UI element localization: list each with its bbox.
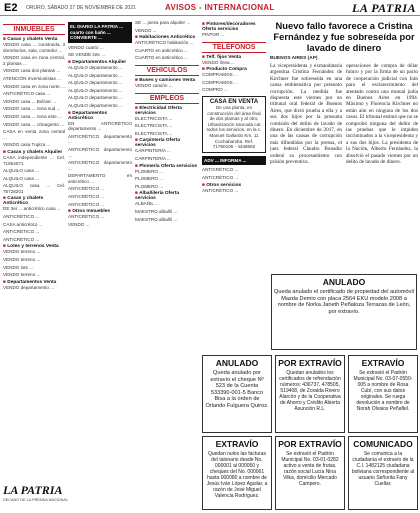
classified-ad: ANTICRÉTICO ... — [3, 214, 40, 220]
classified-ad: ALQUILO departamento ... — [68, 102, 123, 108]
house-sale-text: De una planta, en construcción del área final de dos plantas y al otro, Urbanización sancada cat todos los servicios, en la c. Manuel Gallardo Km. 11 Cochabamba. Ref. 71760106 - 4438682 — [206, 104, 262, 150]
newspaper-logo: LA PATRIA — [352, 1, 416, 15]
classified-ad: VENDO terreno ... — [3, 257, 41, 263]
ad-list — [202, 72, 266, 93]
ad-list — [135, 148, 199, 161]
classified-ad: PLOMERO ... — [135, 168, 164, 174]
classified-ad: ALQUILO departamento ... — [68, 87, 123, 93]
classified-ad: PLOMERO ... — [135, 176, 164, 182]
classified-ad: ALQUILO casa ... Cel. 75728201 — [3, 183, 65, 194]
subsection-heading: ■ Departamentos Alquiler — [68, 60, 132, 65]
classified-ad: ANTICRÉTICO departamento ... — [68, 146, 132, 158]
ad-list — [68, 214, 132, 227]
ad-list — [68, 45, 132, 58]
page-date: ORURO, SÁBADO 27 DE NOVIEMBRE DE 2021 — [26, 5, 136, 11]
notice-text: Queda anulado por extravío el cheque Nº 523 de la Cuenta 533390-001-5 Banco Bisa a la orden de Orlando Fulguera Quiroz. — [205, 370, 269, 409]
section-heading: VEHÍCULOS — [135, 65, 199, 76]
classified-ad: ELECTRICISTA ... — [135, 130, 173, 136]
notice-text: Se comunica a la ciudadanía el extravío de la C.I. 1482125 ciudadana boliviana correspondiente al usuario Señorita Fany Cuellar. — [351, 451, 415, 487]
house-sale-ad — [202, 96, 266, 153]
classified-ad: VENDO departamento ... — [3, 284, 55, 290]
classified-ad: CUARTO en anticrético ... — [135, 47, 188, 53]
ad-list — [135, 169, 199, 190]
subsection-heading: ■ Carpintería Oferta servicios — [135, 138, 199, 148]
ad-list — [3, 249, 65, 277]
classified-ad: ANTICRÉTICO departamento ... — [68, 160, 132, 171]
footer-logo: LA PATRIA — [3, 483, 63, 497]
classified-ad: VENDO cuarto ... — [68, 44, 104, 50]
classified-ad: ANTICRÉTICO habitación ... — [135, 40, 194, 46]
ad-list — [68, 65, 132, 109]
classified-ad: CASA anticrético ... — [3, 221, 43, 227]
classified-ad: ANTICRÉTICO ... — [68, 201, 105, 207]
notice-text: Se extravió el Padrón Municipal No. 03-07-0550-005 a nombre de Rosa Cubí, con sus datos originales. Se ruega devolución a nombre de Norah Olvaios Peñaflel. — [353, 370, 413, 412]
notice-title: ANULADO — [215, 358, 259, 368]
classified-ad: COMPRO ... — [202, 87, 228, 93]
subsection-heading: ■ Otros servicios — [202, 183, 266, 188]
subsection-heading: ■ Departamentos Anticrético — [68, 111, 132, 121]
ad-list — [135, 116, 199, 137]
subsection-heading: ■ Producto Compra — [202, 67, 266, 72]
classified-ad: ANTICRÉTICO ... — [68, 194, 105, 200]
classified-ad: VENDO casa ... construida, 3 dormitorios, sala, comedor ... — [3, 42, 65, 53]
info-box-ad: ADV ... INFORMA ... — [202, 156, 266, 166]
classified-ad: VENDO casa ... c/Sargento ... — [3, 121, 65, 127]
classified-ad: ATENCIÓN Inversionistas ... — [3, 75, 61, 81]
classified-ad: CARPINTERÍA ... — [135, 155, 171, 161]
notice-text: Se extravió el Padrón Municipal No. 03-01-0282 activo a venta de frutas, razón social Lucía Nina Vilka, domicilio Mercado Campero. — [281, 451, 339, 487]
classified-ad: VENDO casa dos plantas ... — [3, 68, 61, 74]
classified-ad: ALQUILO casa ... — [3, 175, 39, 181]
notice-comunicado — [348, 436, 418, 510]
classified-ad: VENDO terreno ... — [3, 249, 41, 255]
ad-list — [202, 32, 266, 38]
ad-list — [3, 206, 65, 242]
classified-ad: ANTICRÉTICO ... — [3, 236, 40, 242]
article-headline: Nuevo fallo favorece a Cristina Fernández y fue sobreseída por lavado de dinero — [273, 20, 415, 53]
notice-text: Quedan anulados los certificados de refrendación números: 436737, 478505, 519408, de Zoraida Rivero Alarcón y de la Cooperativa de Ahorro y Crédito Abierta Asunción R.L. — [279, 370, 341, 412]
classified-ad: ALQUILO departamento ... — [68, 72, 123, 78]
section-heading: TELÉFONOS — [202, 42, 266, 53]
notice-title: ANULADO — [322, 277, 366, 287]
notice-title: POR EXTRAVÍO — [278, 439, 342, 449]
notice-anulado-2 — [202, 355, 272, 433]
ad-list — [68, 121, 132, 208]
notice-text: Queda anulado el certificado de propiedad del automóvil Mazda Demio con placa 2564 EKU modelo 2008 a nombre de Norka Janeth Peñaloza Terrazas de León, por extravío. — [274, 289, 414, 315]
ad-list — [3, 155, 65, 195]
subsection-heading: ■ Pintores/decoradores Oferta servicios — [202, 22, 266, 32]
classifieds-column-2 — [68, 20, 132, 490]
classified-ad: VENDO casa ... zona sud ... — [3, 106, 61, 112]
notice-extravio-4 — [275, 436, 345, 510]
classified-ad: VENDO línea ... — [202, 59, 235, 65]
subsection-heading: ■ Otros Inmuebles — [68, 209, 132, 214]
classified-ad: MAESTRO albañil ... — [135, 208, 178, 214]
classified-ad: DE 3er ... anticrético casa ... — [3, 206, 61, 212]
classified-ad: VENDO ... — [135, 27, 157, 33]
notice-title: EXTRAVÍO — [361, 358, 405, 368]
classified-ad: PLOMERO ... — [135, 183, 164, 189]
subsection-heading: ■ Casas y chalets Alquiler — [3, 150, 65, 155]
article-column-2: operaciones de compra de dólar futuro y por la firma de un pacto de cooperación judicial con Irán para el esclarecimiento del atentado contra una mutual judía en Buenos Aires en 1994. Máximo y Florencia Kirchner no están aún en ninguna de los dos casos. El tribunal estimó que no se comprobó ninguna del delito de las pruebas que le impiden incriminados a la vicepresidenta y a sus dos hijos. La presidenta de la Nación, Alberto Fernández, la absolvió el pasado viernes por un delito de lavado de dinero. — [346, 63, 418, 166]
notice-extravio-1 — [275, 355, 345, 433]
classified-ad: ANTICRÉTICO ... — [202, 174, 239, 180]
classified-ad: ELECTRICISTA ... — [135, 123, 173, 129]
classified-ad: ANTICRÉTICO ... — [202, 167, 239, 173]
notice-anulado-1 — [271, 274, 417, 350]
footer-logo-subtitle: DECANO DE LA PRENSA NACIONAL — [3, 498, 68, 502]
classified-ad: CASA en venta zona central ... — [3, 129, 65, 140]
article-text-1: La vicepresidenta y exmandataria argentina Cristina Fernández de Kirchner fue sobreseída en una causa emblemática por presunto corrupción. La medida fue dispuesta este viernes por un tribunal oral federal de Buenos Aires, que dictó prueba a ella y a sus dos hijos por la presunta comisión del delito de lavado de dinero. En diciembre de 2017, en una de las causas de corrupción más difundidas por la prensa, el juez federal Claudio Bonadio ordenó su procesamiento con prisión preventiva. — [270, 63, 342, 166]
classified-ad: VENDO lote ... — [3, 264, 34, 270]
ad-list — [135, 83, 199, 89]
classified-ad: CUARTO en anticrético ... — [135, 55, 188, 61]
classified-ad: ANTICRÉTICO ... — [68, 214, 105, 220]
ad-list — [135, 40, 199, 61]
classified-ad: VENDO casa Tupiza ... — [3, 142, 51, 148]
classified-ad: ALQUILO departamento ... — [68, 95, 123, 101]
page-header — [0, 2, 420, 16]
news-article — [270, 20, 418, 270]
notice-extravio-2 — [348, 355, 418, 433]
subsection-heading: ■ Habitaciones Anticrético — [135, 35, 199, 40]
classified-ad: COMPRAMOS ... — [202, 79, 238, 85]
article-column-1 — [270, 63, 342, 263]
section-title: AVISOS - INTERNACIONAL — [165, 3, 275, 12]
classified-ad: VENDO casa ... zona este ... — [3, 113, 62, 119]
subsection-heading: ■ Plomería Oferta servicios — [135, 164, 199, 169]
subsection-heading: ■ Casas y chalets Anticrético — [3, 196, 65, 206]
classified-ad: ANTICRÉTICO departamento ... — [68, 133, 132, 145]
house-sale-title: CASA EN VENTA — [209, 98, 259, 105]
subsection-heading: ■ Casas y chalets Venta — [3, 37, 65, 42]
ad-list — [202, 188, 266, 194]
classified-ad: ANTICRÉTICO ... — [3, 229, 40, 235]
ad-list — [135, 201, 199, 222]
classified-ad: ANTICRÉTICO ... — [68, 186, 105, 192]
notice-title: EXTRAVÍO — [215, 439, 259, 449]
subsection-heading: ■ Departamentos Venta — [3, 280, 65, 285]
classified-ad: ALBAÑIL ... — [135, 201, 159, 207]
classified-ad: SE VENDE lote ... — [68, 52, 106, 58]
ad-list — [3, 42, 65, 148]
notice-extravio-3 — [202, 436, 272, 510]
classified-ad: COMPRAMOS ... — [202, 72, 238, 78]
ad-list — [135, 20, 199, 33]
classified-ad: ALQUILO departamento ... — [68, 64, 123, 70]
classified-ad: ANTICRÉTICO ... — [202, 187, 239, 193]
classified-ad: MAESTRO albañil ... — [135, 216, 178, 222]
classified-ad: SE ... pieza para alquiler ... — [135, 20, 191, 25]
classified-ad: CASA independiente ... Cel. 71854071 — [3, 154, 65, 166]
subsection-heading: ■ Telf. fijos Venta — [202, 55, 266, 60]
subsection-heading: ■ Electricidad Oferta servicios — [135, 106, 199, 116]
classified-ad: VENDO terreno ... — [3, 272, 41, 278]
classified-ad: VENDO camión ... — [135, 82, 173, 88]
classified-ad: CARPINTERÍA ... — [135, 148, 171, 154]
classified-ad: VENDO casa en zona norte ... — [3, 83, 65, 89]
classifieds-column-3 — [135, 20, 199, 510]
classified-ad: VENDO casa ... Bolívar ... — [3, 98, 57, 104]
promo-box-ad: EL DIARIO LA PATRIA ... cuarto con baño ... CONVIERTE ... — [68, 22, 132, 43]
article-byline: BUENOS AIRES (AP) — [270, 56, 318, 61]
ad-list — [202, 167, 266, 180]
classified-ad: DEPARTAMENTO en anticrético ... — [68, 173, 132, 184]
classifieds-column-1 — [3, 20, 65, 510]
classified-ad: EN ANTICRÉTICO departamento ... — [68, 120, 132, 132]
subsection-heading: ■ Albañilería Oferta servicios — [135, 191, 199, 201]
ad-list — [202, 60, 266, 66]
section-heading: EMPLEOS — [135, 93, 199, 104]
page-number: E2 — [4, 2, 18, 14]
notice-title: COMUNICADO — [353, 439, 413, 449]
section-heading: INMUEBLES — [3, 24, 65, 35]
classified-ad: ANTICRÉTICO casa ... — [3, 91, 51, 97]
classified-ad: VENDO ... — [68, 221, 90, 227]
notice-title: POR EXTRAVÍO — [278, 358, 342, 368]
classified-ad: VENDO casa en zona central, 2 plantas ... — [3, 55, 65, 66]
classified-ad: ALQUILO departamento ... — [68, 80, 123, 86]
ad-list — [3, 285, 65, 291]
subsection-heading: ■ Lotes y terrenos Venta — [3, 244, 65, 249]
notice-text: Quedan nulos las facturas del talonario desde No. 000001 al 000050 y cheques del No. 000061 hasta 000080 a nombre de Jesús Iván López Aguilar, a razón de José Miguel Valencia Rodríguez. — [206, 451, 268, 499]
classified-ad: PINTOR ... — [202, 32, 225, 37]
subsection-heading: ■ Buses y camiones Venta — [135, 78, 199, 83]
classified-ad: ELECTRICISTA ... — [135, 115, 173, 121]
classified-ad: ALQUILO casa ... — [3, 168, 39, 174]
